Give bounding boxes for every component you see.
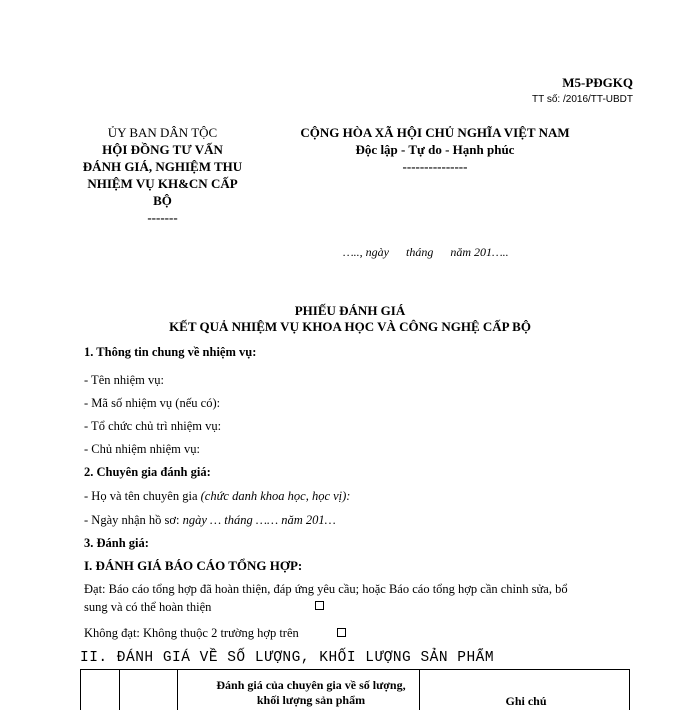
field-task-code: - Mã số nhiệm vụ (nếu có): bbox=[84, 396, 221, 410]
motto: Độc lập - Tự do - Hạnh phúc bbox=[355, 142, 515, 157]
receipt-date-label: - Ngày nhận hồ sơ: bbox=[84, 513, 183, 527]
table-header-note: Ghi chú bbox=[505, 694, 547, 708]
council-name-line: ĐÁNH GIÁ, NGHIỆM THU bbox=[82, 159, 243, 174]
fail-option-label: Không đạt: Không thuộc 2 trường hợp trên bbox=[84, 626, 299, 640]
pass-option-line-2: sung và có thể hoàn thiện bbox=[84, 600, 212, 614]
expert-name-hint: (chức danh khoa học, học vị): bbox=[200, 489, 351, 503]
form-code: M5-PĐGKQ bbox=[562, 75, 633, 90]
section-2-heading: 2. Chuyên gia đánh giá: bbox=[84, 465, 211, 479]
table-column-divider bbox=[177, 670, 178, 710]
pass-option bbox=[84, 600, 211, 615]
council-name-line: BỘ bbox=[153, 193, 172, 208]
divider: ------- bbox=[147, 210, 178, 225]
date-day: ….., ngày bbox=[343, 245, 389, 259]
table-column-divider bbox=[419, 670, 420, 710]
expert-name-label: - Họ và tên chuyên gia bbox=[84, 489, 201, 503]
date-year: năm 201….. bbox=[450, 245, 509, 259]
section-3-heading: 3. Đánh giá: bbox=[84, 536, 149, 550]
field-receipt-date bbox=[84, 513, 336, 528]
table-column-divider bbox=[119, 670, 120, 710]
subsection-i-heading: I. ĐÁNH GIÁ BÁO CÁO TỔNG HỢP: bbox=[84, 558, 303, 573]
council-name-line: NHIỆM VỤ KH&CN CẤP bbox=[87, 176, 238, 191]
country-name: CỘNG HÒA XÃ HỘI CHỦ NGHĨA VIỆT NAM bbox=[300, 125, 570, 140]
title-line-2: KẾT QUẢ NHIỆM VỤ KHOA HỌC VÀ CÔNG NGHỆ CẤP BỘ bbox=[169, 319, 531, 334]
field-task-name: - Tên nhiệm vụ: bbox=[84, 373, 164, 387]
field-task-leader: - Chủ nhiệm nhiệm vụ: bbox=[84, 442, 200, 456]
issuing-agency-block bbox=[80, 124, 245, 226]
national-motto-block bbox=[285, 124, 585, 175]
pass-option-line-1: Đạt: Báo cáo tổng hợp đã hoàn thiện, đáp ứng yêu cầu; hoặc Báo cáo tổng hợp cần chỉnh sửa, bổ bbox=[84, 582, 568, 596]
section-1-heading: 1. Thông tin chung về nhiệm vụ: bbox=[84, 345, 257, 359]
form-reference: TT số: /2016/TT-UBDT bbox=[532, 94, 633, 105]
divider: --------------- bbox=[402, 159, 468, 174]
subsection-ii-heading: II. ĐÁNH GIÁ VỀ SỐ LƯỢNG, KHỐI LƯỢNG SẢN PHẨM bbox=[80, 650, 495, 666]
table-header-evaluation: Đánh giá của chuyên gia về số lượng, khối lượng sản phẩm bbox=[216, 678, 406, 707]
document-title bbox=[80, 303, 620, 335]
fail-option bbox=[84, 626, 299, 641]
pass-checkbox[interactable] bbox=[315, 601, 324, 610]
title-line-1: PHIẾU ĐÁNH GIÁ bbox=[294, 303, 406, 318]
date-line bbox=[343, 245, 523, 260]
product-evaluation-table bbox=[80, 669, 630, 710]
fail-checkbox[interactable] bbox=[337, 628, 346, 637]
field-expert-name bbox=[84, 489, 350, 504]
date-month: tháng bbox=[406, 245, 434, 259]
council-name-line: HỘI ĐỒNG TƯ VẤN bbox=[102, 142, 223, 157]
receipt-date-value: ngày … tháng …… năm 201… bbox=[182, 513, 336, 527]
field-host-organization: - Tổ chức chủ trì nhiệm vụ: bbox=[84, 419, 222, 433]
agency-name: ỦY BAN DÂN TỘC bbox=[107, 125, 218, 140]
